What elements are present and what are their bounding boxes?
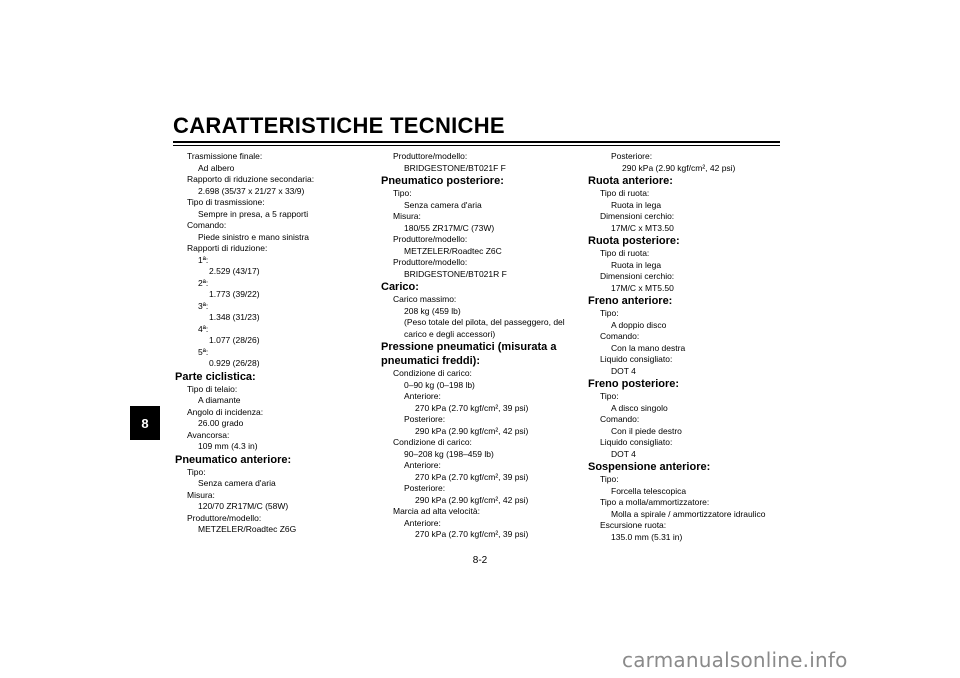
spec-value: (Peso totale del pilota, del passeggero, del xyxy=(404,317,565,327)
spec-value: METZELER/Roadtec Z6G xyxy=(198,524,297,534)
spec-value: DOT 4 xyxy=(611,365,636,376)
spec-value: BRIDGESTONE/BT021R F xyxy=(404,268,507,279)
spec-label: Produttore/modello: xyxy=(187,512,262,523)
spec-value: Piede sinistro e mano sinistra xyxy=(198,231,310,242)
spec-label: Liquido consigliato: xyxy=(600,354,673,364)
section-heading: Freno anteriore: xyxy=(588,295,673,307)
spec-value: 135.0 mm (5.31 in) xyxy=(611,531,683,542)
spec-value: A doppio disco xyxy=(611,319,667,330)
spec-value: 17M/C x MT5.50 xyxy=(611,282,674,293)
spec-value: 2.698 (35/37 x 21/27 x 33/9) xyxy=(198,185,305,196)
spec-label: Tipo a molla/ammortizzatore: xyxy=(600,497,710,507)
chapter-tab[interactable]: 8 xyxy=(130,406,160,440)
spec-column-1 xyxy=(175,151,365,536)
spec-value: Anteriore: xyxy=(404,460,441,470)
spec-value: 290 kPa (2.90 kgf/cm², 42 psi) xyxy=(622,162,736,173)
title-rule-thick xyxy=(173,141,780,143)
spec-label: Tipo: xyxy=(187,466,206,477)
spec-value: METZELER/Roadtec Z6C xyxy=(404,245,502,256)
spec-label: Tipo di ruota: xyxy=(600,248,650,258)
spec-value: Con il piede destro xyxy=(611,425,682,436)
spec-value: Posteriore: xyxy=(404,414,446,424)
spec-value: Ad albero xyxy=(198,162,235,173)
spec-label: Rapporto di riduzione secondaria: xyxy=(187,174,315,184)
spec-value: 1.077 (28/26) xyxy=(209,335,260,345)
spec-column-2 xyxy=(381,151,581,541)
spec-value: Posteriore: xyxy=(404,483,446,493)
spec-label: Tipo: xyxy=(600,391,619,401)
spec-value: 270 kPa (2.70 kgf/cm², 39 psi) xyxy=(415,471,529,482)
section-heading: Ruota posteriore: xyxy=(588,235,680,247)
spec-value: A disco singolo xyxy=(611,402,668,413)
spec-label: Carico massimo: xyxy=(393,294,457,304)
watermark: carmanualsonline.info xyxy=(622,648,848,672)
spec-label: Tipo: xyxy=(600,474,619,484)
spec-value: 120/70 ZR17M/C (58W) xyxy=(198,501,289,511)
spec-value: 270 kPa (2.70 kgf/cm², 39 psi) xyxy=(415,402,529,413)
spec-label: Trasmissione finale: xyxy=(187,151,263,161)
spec-value: A diamante xyxy=(198,395,241,405)
spec-value: Senza camera d'aria xyxy=(198,478,276,488)
spec-label: Tipo di trasmissione: xyxy=(187,197,265,207)
spec-label: Tipo di ruota: xyxy=(600,188,650,198)
spec-value: Posteriore: xyxy=(611,151,653,161)
spec-label: Condizione di carico: xyxy=(393,368,472,378)
section-heading: Carico: xyxy=(381,281,419,293)
spec-value: Ruota in lega xyxy=(611,259,662,270)
spec-label: Produttore/modello: xyxy=(393,151,468,161)
spec-label: Comando: xyxy=(600,331,640,341)
spec-value: Anteriore: xyxy=(404,391,441,401)
spec-value: carico e degli accessori) xyxy=(404,328,496,339)
spec-label: Comando: xyxy=(187,220,227,230)
spec-label: Tipo: xyxy=(600,308,619,318)
spec-label: Produttore/modello: xyxy=(393,234,468,244)
spec-label: Dimensioni cerchio: xyxy=(600,211,675,221)
spec-value: 208 kg (459 lb) xyxy=(404,305,461,316)
spec-label: Avancorsa: xyxy=(187,429,230,440)
spec-value: Molla a spirale / ammortizzatore idraulico xyxy=(611,508,766,519)
spec-value: 3ª: xyxy=(198,300,209,311)
spec-value: Forcella telescopica xyxy=(611,485,687,496)
spec-label: Liquido consigliato: xyxy=(600,437,673,447)
section-heading: Sospensione anteriore: xyxy=(588,461,711,473)
spec-label: Marcia ad alta velocità: xyxy=(393,506,480,516)
page-number: 8-2 xyxy=(472,555,488,566)
spec-value: Sempre in presa, a 5 rapporti xyxy=(198,208,309,219)
spec-value: 2.529 (43/17) xyxy=(209,266,260,276)
spec-value: Senza camera d'aria xyxy=(404,199,482,210)
page-title: CARATTERISTICHE TECNICHE xyxy=(173,113,505,138)
spec-label: Tipo: xyxy=(393,188,412,198)
spec-value: 17M/C x MT3.50 xyxy=(611,222,674,233)
spec-label: Tipo di telaio: xyxy=(187,383,238,394)
section-heading: Pressione pneumatici (misurata a pneumatici freddi): xyxy=(381,341,557,367)
spec-value: 290 kPa (2.90 kgf/cm², 42 psi) xyxy=(415,494,529,505)
spec-label: Produttore/modello: xyxy=(393,257,468,267)
title-rule-thin xyxy=(173,145,780,146)
section-heading: Parte ciclistica: xyxy=(175,370,256,383)
spec-value: 2ª: xyxy=(198,277,209,288)
spec-value: Anteriore: xyxy=(404,517,441,528)
spec-value: 109 mm (4.3 in) xyxy=(198,441,258,451)
spec-label: Comando: xyxy=(600,414,640,424)
spec-column-3 xyxy=(588,151,788,543)
spec-value: 1.773 (39/22) xyxy=(209,289,260,299)
spec-value: 0.929 (26/28) xyxy=(209,358,260,368)
spec-value: 5ª: xyxy=(198,346,209,357)
section-heading: Pneumatico posteriore: xyxy=(381,175,504,187)
spec-value: 290 kPa (2.90 kgf/cm², 42 psi) xyxy=(415,425,529,436)
spec-value: DOT 4 xyxy=(611,448,636,459)
spec-value: Con la mano destra xyxy=(611,342,686,353)
spec-value: 180/55 ZR17M/C (73W) xyxy=(404,222,495,233)
spec-value: 4ª: xyxy=(198,323,209,334)
spec-value: 1.348 (31/23) xyxy=(209,312,260,322)
spec-value: 90–208 kg (198–459 lb) xyxy=(404,448,494,459)
spec-label: Condizione di carico: xyxy=(393,437,472,447)
spec-value: Ruota in lega xyxy=(611,199,662,210)
spec-label: Escursione ruota: xyxy=(600,520,667,530)
section-heading: Freno posteriore: xyxy=(588,378,680,390)
spec-value: BRIDGESTONE/BT021F F xyxy=(404,162,506,173)
spec-label: Rapporti di riduzione: xyxy=(187,243,268,253)
spec-value: 26.00 grado xyxy=(198,418,244,428)
spec-value: 0–90 kg (0–198 lb) xyxy=(404,379,475,390)
spec-value: 270 kPa (2.70 kgf/cm², 39 psi) xyxy=(415,529,529,539)
section-heading: Pneumatico anteriore: xyxy=(175,453,292,466)
section-heading: Ruota anteriore: xyxy=(588,175,673,187)
spec-label: Misura: xyxy=(393,211,421,221)
spec-label: Dimensioni cerchio: xyxy=(600,271,675,281)
spec-label: Misura: xyxy=(187,489,215,500)
spec-value: 1ª: xyxy=(198,254,209,265)
spec-label: Angolo di incidenza: xyxy=(187,406,264,417)
